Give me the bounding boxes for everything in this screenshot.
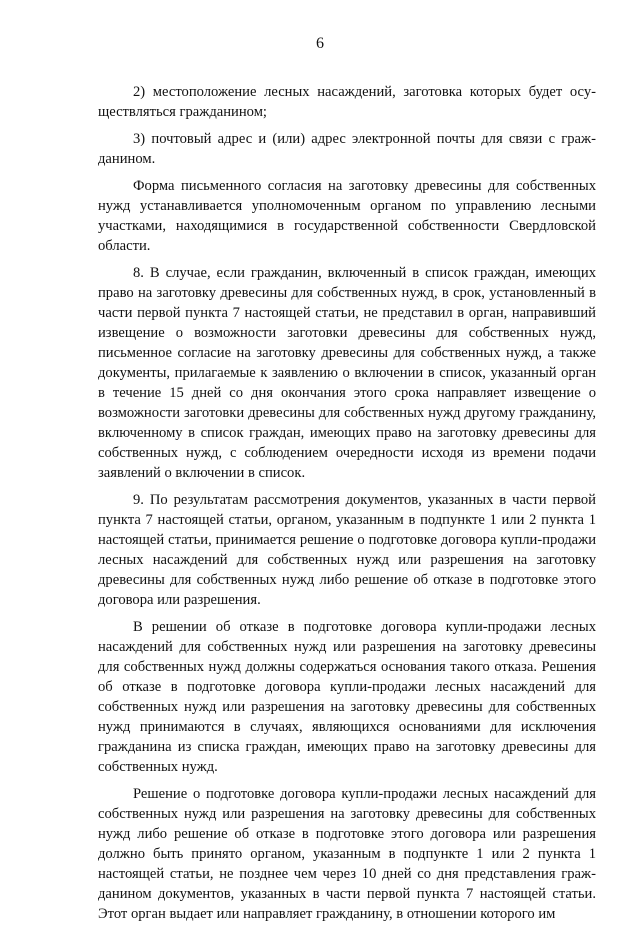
paragraph-clause-8: 8. В случае, если гражданин, включенный в список граждан, имеющих право на заготовку древесины для собственных нужд, в срок, установленный в части первой пункта 7 настоящей статьи, не представил в орган, направивший извещение о возможности заготовки древесины для собственных нужд, письменное согласие на заготовку древесины для собственных нужд, а также документы, прилагаемые к заявлению о включении в список, указанный орган в течение 15 дней со дня окончания этого срока направляет извещение о возможности заготовки древесины для собственных нужд другому гражданину, включенному в список граждан, имеющих право на заготовку древесины для собственных нужд, с соблюдением очередности исходя из времени подачи заявлений о включении в список. xyxy=(98,265,596,481)
paragraph-refusal-decision: В решении об отказе в подготовке договора купли-продажи лесных насаждений для собственных нужд или разрешения на заготовку древесины для собственных нужд должны содержаться основания такого отказа. Решения об отказе в подготовке договора купли-продажи лесных насаждений для собственных нужд или разрешения на заготовку древесины для собственных нужд принимаются в случаях, являющихся основаниями для исключения гражданина из списка граждан, имеющих право на заготовку древесины для собственных нужд. xyxy=(98,619,596,775)
paragraph-item-2: 2) местоположение лесных насаждений, заготовка которых будет осуществляться гражданином; xyxy=(98,84,596,120)
paragraph-consent-form: Форма письменного согласия на заготовку древесины для собственных нужд устанавливается уполномоченным органом по управлению лесными участками, находящимися в государственной собственности Свердловской области. xyxy=(98,178,596,254)
paragraph-clause-9: 9. По результатам рассмотрения документов, указанных в части первой пункта 7 настоящей статьи, органом, указанным в подпункте 1 или 2 пункта 1 настоящей статьи, принимается решение о подготовке договора купли-продажи лесных насаждений для собственных нужд или разрешения на заготовку древесины для собственных нужд либо решение об отказе в подготовке этого договора или разрешения. xyxy=(98,492,596,608)
paragraph-item-3: 3) почтовый адрес и (или) адрес электронной почты для связи с гражданином. xyxy=(98,131,596,167)
document-body xyxy=(98,82,596,931)
page-number: 6 xyxy=(316,35,324,52)
paragraph-decision-deadline: Решение о подготовке договора купли-продажи лесных насаждений для собственных нужд или разрешения на заготовку древесины для собственных нужд либо решение об отказе в подготовке этого договора или разрешения должно быть принято органом, указанным в подпункте 1 или 2 пункта 1 настоящей статьи, не позднее чем через 10 дней со дня представления гражданином документов, указанных в части первой пункта 7 настоящей статьи. Этот орган выдает или направляет гражданину, в отношении которого им xyxy=(98,786,596,922)
